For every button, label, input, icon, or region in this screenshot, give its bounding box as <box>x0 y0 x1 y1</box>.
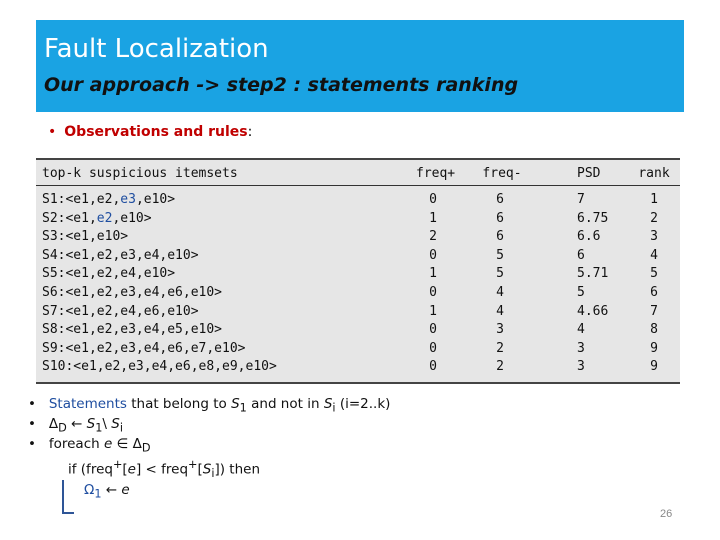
freq-minus-cell: 4 <box>496 285 504 300</box>
itemset-cell <box>42 285 222 301</box>
column-header-itemsets: top-k suspicious itemsets <box>42 166 238 181</box>
rule-text: [ <box>122 461 128 478</box>
bullet-icon: • <box>28 416 36 432</box>
rule-text: foreach <box>48 436 104 452</box>
freq-minus-cell: 6 <box>496 192 504 207</box>
rule-text: \ <box>102 416 112 432</box>
itemset-text: S2:<e1, <box>42 210 97 226</box>
freq-plus-cell: 1 <box>429 266 437 282</box>
slide-subtitle: Our approach -> step2 : statements ranking <box>44 74 519 96</box>
loop-bracket <box>62 480 74 514</box>
rule-statements <box>28 396 390 415</box>
rank-cell: 3 <box>650 229 658 245</box>
rank-cell: 6 <box>650 285 658 300</box>
freq-plus-cell: 0 <box>429 340 437 356</box>
psd-cell: 7 <box>577 192 585 207</box>
rule-text: ] < freq <box>135 461 189 478</box>
itemset-text: S6:<e1,e2,e3,e4,e6,e10> <box>42 285 223 300</box>
psd-cell: 6.75 <box>577 210 609 226</box>
slide-title: Fault Localization <box>44 34 269 64</box>
psd-cell: 4 <box>577 322 585 338</box>
rule-symbol: S <box>111 416 120 432</box>
rule-symbol: S <box>231 396 240 412</box>
rule-assign <box>84 482 130 501</box>
rule-symbol: S <box>202 461 212 478</box>
itemset-text: S10:<e1,e2,e3,e4,e6,e8,e9,e10> <box>42 359 277 375</box>
psd-cell: 4.66 <box>577 303 609 319</box>
freq-plus-cell: 0 <box>429 359 437 375</box>
rule-arrow: ← <box>101 482 122 498</box>
rule-symbol: e <box>127 461 136 478</box>
psd-cell: 5 <box>577 285 585 300</box>
itemsets-table <box>36 158 680 384</box>
freq-minus-cell: 6 <box>496 229 504 245</box>
rule-subscript: D <box>141 441 151 455</box>
observations-label: Observations and rules <box>64 124 248 140</box>
bullet-icon: • <box>28 396 36 412</box>
freq-minus-cell: 5 <box>496 247 504 263</box>
freq-plus-cell: 0 <box>429 322 437 338</box>
itemset-text: S9:<e1,e2,e3,e4,e6,e7,e10> <box>42 340 246 356</box>
itemset-text: S3:<e1,e10> <box>42 229 129 245</box>
rule-superscript: + <box>188 458 198 471</box>
observations-colon: : <box>247 124 253 140</box>
bullet-icon: • <box>28 436 36 452</box>
itemset-cell <box>42 192 175 208</box>
column-header-rank: rank <box>638 166 670 181</box>
rule-symbol: e <box>121 482 130 498</box>
itemset-text: ,e10> <box>112 210 152 226</box>
psd-cell: 6.6 <box>577 229 601 245</box>
freq-plus-cell: 1 <box>429 303 437 319</box>
itemset-text: S8:<e1,e2,e3,e4,e5,e10> <box>42 322 223 338</box>
freq-minus-cell: 3 <box>496 322 504 338</box>
rank-cell: 5 <box>650 266 658 282</box>
rule-subscript: i <box>332 401 336 415</box>
rule-superscript: + <box>112 458 123 471</box>
freq-minus-cell: 2 <box>496 359 504 375</box>
bullet-icon: • <box>48 124 57 140</box>
rule-foreach <box>28 436 151 455</box>
itemset-cell <box>42 322 222 338</box>
header-divider <box>36 185 680 186</box>
rule-subscript: i <box>119 421 123 435</box>
rule-symbol: Δ <box>48 416 59 432</box>
column-header-freq-plus: freq+ <box>416 166 456 181</box>
freq-plus-cell: 2 <box>429 229 437 245</box>
rank-cell: 4 <box>650 247 658 263</box>
freq-minus-cell: 2 <box>496 340 504 356</box>
rule-subscript: i <box>211 467 215 481</box>
freq-plus-cell: 0 <box>429 192 437 207</box>
observations-heading <box>48 124 252 140</box>
rank-cell: 9 <box>650 359 658 375</box>
rule-symbol: Ω <box>84 482 95 498</box>
itemset-cell <box>42 359 277 375</box>
freq-minus-cell: 6 <box>496 210 504 226</box>
rule-text: [ <box>197 461 203 478</box>
rule-text: ]) then <box>214 461 261 478</box>
rule-subscript: 1 <box>95 421 103 435</box>
rank-cell: 2 <box>650 210 658 226</box>
itemset-cell <box>42 229 128 245</box>
rule-text: (i=2..k) <box>335 396 391 412</box>
freq-plus-cell: 0 <box>429 247 437 263</box>
rank-cell: 1 <box>650 192 658 207</box>
rule-subscript: D <box>58 421 67 435</box>
slide-header <box>36 20 684 112</box>
column-header-psd: PSD <box>577 166 601 181</box>
rule-symbol: S <box>323 396 333 412</box>
freq-minus-cell: 4 <box>496 303 504 319</box>
itemset-cell <box>42 341 246 357</box>
itemset-cell <box>42 266 175 282</box>
rule-subscript: 1 <box>94 487 102 501</box>
rule-text: if (freq <box>68 461 113 478</box>
freq-minus-cell: 5 <box>496 266 504 282</box>
rule-subscript: 1 <box>239 401 247 415</box>
psd-cell: 3 <box>577 340 585 356</box>
freq-plus-cell: 1 <box>429 210 437 226</box>
itemset-text: S5:<e1,e2,e4,e10> <box>42 266 176 282</box>
itemset-text: S1:<e1,e2, <box>42 192 121 207</box>
rule-symbol: ∈ Δ <box>112 436 142 452</box>
page-number: 26 <box>660 508 673 520</box>
rule-statements-keyword: Statements <box>48 396 127 412</box>
freq-plus-cell: 0 <box>429 285 437 300</box>
itemset-cell <box>42 304 199 320</box>
psd-cell: 5.71 <box>577 266 609 282</box>
rule-arrow: ← <box>66 416 87 432</box>
psd-cell: 6 <box>577 247 585 263</box>
rule-text: and not in <box>246 396 324 412</box>
rule-symbol: S <box>86 416 96 432</box>
itemset-cell <box>42 248 199 264</box>
rule-text: that belong to <box>126 396 232 412</box>
rank-cell: 7 <box>650 303 658 319</box>
psd-cell: 3 <box>577 359 585 375</box>
rank-cell: 9 <box>650 340 658 356</box>
itemset-text: S4:<e1,e2,e3,e4,e10> <box>42 247 199 263</box>
rule-delta <box>28 416 123 435</box>
itemset-highlight: e3 <box>120 192 136 207</box>
itemset-cell <box>42 211 152 227</box>
itemset-text: S7:<e1,e2,e4,e6,e10> <box>42 303 199 319</box>
itemset-highlight: e2 <box>96 210 113 226</box>
rule-if <box>68 458 260 480</box>
rank-cell: 8 <box>650 322 658 338</box>
rule-symbol: e <box>103 436 113 452</box>
column-header-freq-minus: freq- <box>482 166 522 181</box>
itemset-text: ,e10> <box>135 192 176 207</box>
